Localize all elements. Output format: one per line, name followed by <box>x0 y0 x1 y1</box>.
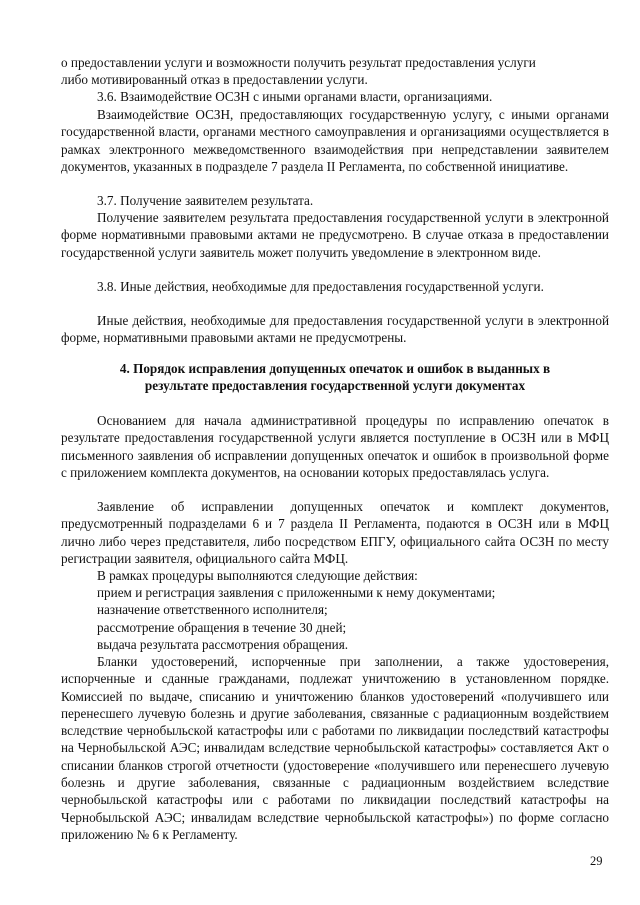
heading-line: результате предоставления государственной услуги документах <box>144 378 526 394</box>
list-item: прием и регистрация заявления с приложенными к нему документами; <box>97 585 496 600</box>
section-4-heading <box>61 360 609 395</box>
subsection-3-6-text: Взаимодействие ОСЗН, предоставляющих государственную услугу, с иными органами государственной власти, органами местного самоуправления и организациями осуществляется в рамках электронного межведомственного взаимодействия при непредставлении заявителем документов, указанных в подразделе 7 раздела II Регламента, по собственной инициативе. <box>61 107 609 174</box>
actions-intro: В рамках процедуры выполняются следующие действия: <box>97 568 418 583</box>
continuation-paragraph <box>61 54 609 89</box>
heading-line: 4. Порядок исправления допущенных опечаток и ошибок в выданных в <box>119 361 551 376</box>
subsection-3-7-title: 3.7. Получение заявителем результата. <box>97 193 314 208</box>
subsection-3-8-text: Иные действия, необходимые для предоставления государственной услуги в электронной форме, нормативными правовыми актами не предусмотрены. <box>61 313 609 346</box>
actions-list <box>61 584 609 653</box>
text-line: либо мотивированный отказ в предоставлении услуги. <box>61 72 368 88</box>
subsection-3-7-text: Получение заявителем результата предоставления государственной услуги в электронной форме нормативными правовыми актами не предусмотрено. В случае отказа в предоставлении государственной услуги заявитель может получить уведомление в электронном виде. <box>61 210 609 260</box>
page-number: 29 <box>590 854 603 868</box>
subsection-3-8-title: 3.8. Иные действия, необходимые для предоставления государственной услуги. <box>97 279 544 294</box>
list-item: назначение ответственного исполнителя; <box>97 602 328 618</box>
basis-paragraph: Основанием для начала административной процедуры по исправлению опечаток в результате предоставления государственной услуги является поступление в ОСЗН или в МФЦ письменного заявления об исправлении допущенных опечаток и ошибок в произвольной форме с приложением комплекта документов, на основании которых предоставлялась услуга. <box>61 413 609 480</box>
forms-paragraph: Бланки удостоверений, испорченные при заполнении, а также удостоверения, испорченные и сданные гражданами, подлежат уничтожению в установленном порядке. Комиссией по выдаче, списанию и уничтожению бланков удостоверений «получившего или перенесшего лучевую болезнь и другие заболевания, связанные с радиационным воздействием вследствие чернобыльской катастрофы или с работами по ликвидации последствий катастрофы на Чернобыльской АЭС; инвалидам вследствие чернобыльской катастрофы» составляется Акт о списании бланков строгой отчетности (удостоверение «получившего или перенесшего лучевую болезнь и другие заболевания, связанные с радиационным воздействием вследствие чернобыльской катастрофы или с работами по ликвидации последствий катастрофы на Чернобыльской АЭС; инвалидам вследствие чернобыльской катастрофы») по форме согласно приложению № 6 к Регламенту. <box>61 654 609 842</box>
application-paragraph: Заявление об исправлении допущенных опечаток и комплект документов, предусмотренный подразделами 6 и 7 раздела II Регламента, подаются в ОСЗН или в МФЦ лично либо через представителя, либо посредством ЕПГУ, официального сайта ОСЗН по месту регистрации заявителя, официального сайта МФЦ. <box>61 499 609 566</box>
list-item: рассмотрение обращения в течение 30 дней; <box>97 619 347 635</box>
list-item: выдача результата рассмотрения обращения. <box>97 636 349 652</box>
subsection-3-6-title: 3.6. Взаимодействие ОСЗН с иными органами власти, организациями. <box>97 89 493 104</box>
text-line: о предоставлении услуги и возможности получить результат предоставления услуги <box>61 55 536 70</box>
